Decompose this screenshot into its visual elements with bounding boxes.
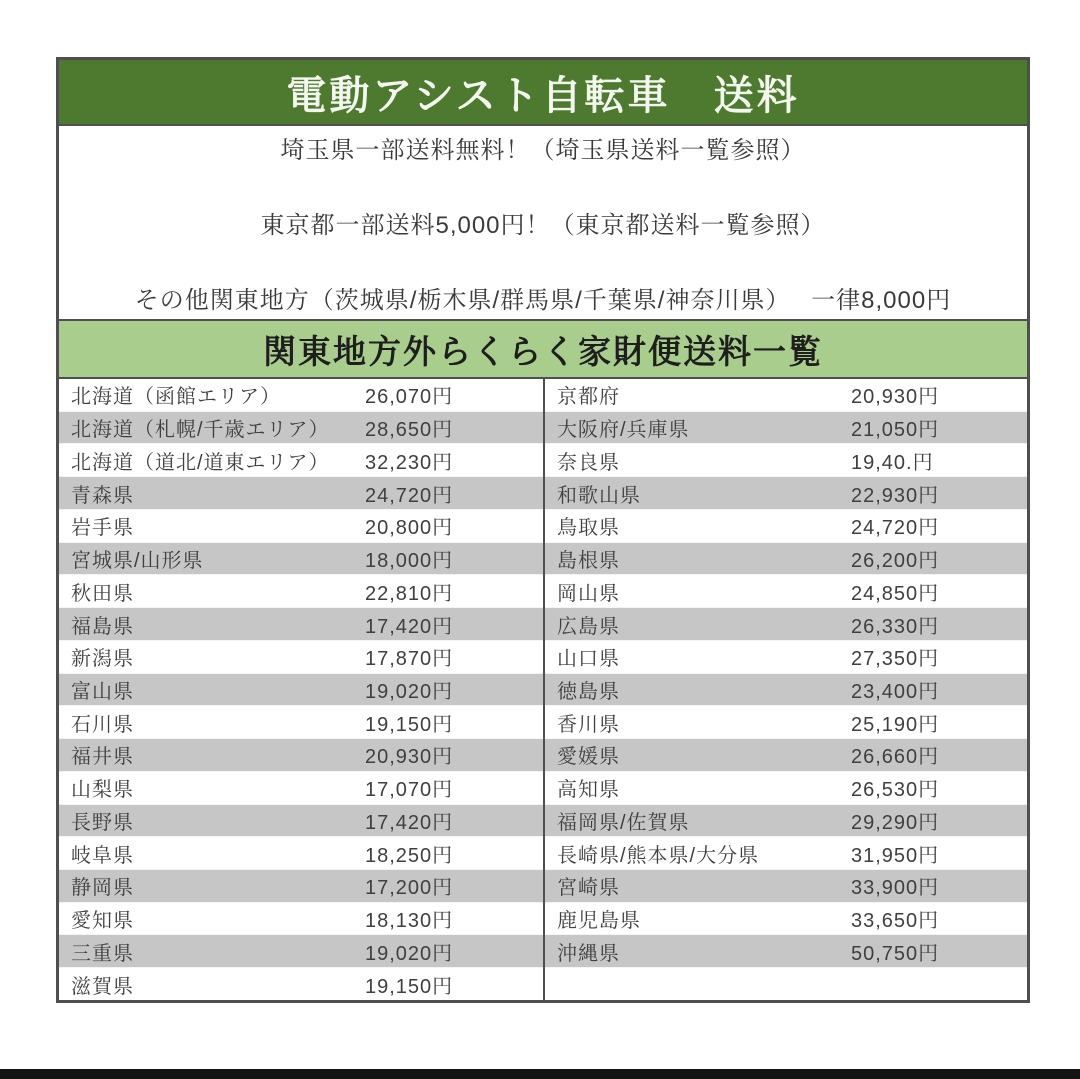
region-cell: 沖縄県 (557, 942, 620, 965)
region-cell: 島根県 (557, 550, 620, 573)
price-cell: 19,40.円 (851, 451, 934, 474)
shipping-fee-table (59, 379, 1027, 1000)
table-row (545, 641, 1027, 673)
region-cell: 青森県 (71, 484, 134, 507)
price-cell: 18,130円 (365, 910, 454, 933)
table-row (545, 934, 1027, 968)
table-row (545, 379, 1027, 411)
table-row (59, 968, 543, 1000)
price-cell: 17,870円 (365, 648, 454, 671)
table-row (545, 837, 1027, 869)
table-row (545, 968, 1027, 1000)
region-cell: 静岡県 (71, 877, 134, 900)
price-cell: 29,290円 (851, 811, 940, 834)
region-cell: 福岡県/佐賀県 (557, 811, 690, 834)
table-row (545, 607, 1027, 641)
bottom-black-bar (0, 1069, 1080, 1079)
page-title: 電動アシスト自転車 送料 (59, 60, 1027, 126)
region-cell: 徳島県 (557, 680, 620, 703)
price-cell: 25,190円 (851, 713, 940, 736)
price-cell: 20,930円 (365, 746, 454, 769)
price-cell: 17,420円 (365, 811, 454, 834)
price-cell: 26,330円 (851, 615, 940, 638)
table-row (545, 673, 1027, 707)
table-row (59, 869, 543, 903)
table-row (545, 738, 1027, 772)
region-cell: 秋田県 (71, 582, 134, 605)
price-cell: 23,400円 (851, 680, 940, 703)
table-row (59, 411, 543, 445)
table-row (59, 837, 543, 869)
region-cell: 愛知県 (71, 910, 134, 933)
table-row (59, 575, 543, 607)
price-cell: 20,800円 (365, 517, 454, 540)
region-cell: 鳥取県 (557, 517, 620, 540)
region-cell: 京都府 (557, 386, 620, 409)
price-cell: 21,050円 (851, 419, 940, 442)
price-cell: 18,250円 (365, 844, 454, 867)
table-row (59, 804, 543, 838)
region-cell: 北海道（札幌/千歳エリア） (71, 419, 330, 442)
region-cell: 大阪府/兵庫県 (557, 419, 690, 442)
price-cell: 26,070円 (365, 386, 454, 409)
region-cell: 長崎県/熊本県/大分県 (557, 844, 760, 867)
price-cell: 24,720円 (851, 517, 940, 540)
region-cell: 新潟県 (71, 648, 134, 671)
table-row (545, 476, 1027, 510)
price-cell: 19,150円 (365, 713, 454, 736)
region-cell: 香川県 (557, 713, 620, 736)
table-row (59, 379, 543, 411)
table-row (59, 542, 543, 576)
table-right-column (543, 379, 1027, 1000)
table-row (545, 411, 1027, 445)
table-row (59, 903, 543, 935)
table-row (59, 444, 543, 476)
price-cell: 17,420円 (365, 615, 454, 638)
table-row (59, 510, 543, 542)
price-cell: 17,070円 (365, 779, 454, 802)
table-row (59, 706, 543, 738)
price-cell: 50,750円 (851, 942, 940, 965)
table-row (59, 934, 543, 968)
region-cell: 福井県 (71, 746, 134, 769)
price-cell: 18,000円 (365, 550, 454, 573)
price-cell: 24,850円 (851, 582, 940, 605)
region-cell: 山梨県 (71, 779, 134, 802)
price-cell: 32,230円 (365, 451, 454, 474)
table-section-title: 関東地方外らくらく家財便送料一覧 (59, 319, 1027, 379)
price-cell: 22,810円 (365, 582, 454, 605)
table-row (545, 903, 1027, 935)
region-cell: 長野県 (71, 811, 134, 834)
table-row (59, 476, 543, 510)
note-other-kanto: その他関東地方（茨城県/栃木県/群馬県/千葉県/神奈川県） 一律8,000円 (134, 287, 952, 314)
price-cell: 20,930円 (851, 386, 940, 409)
note-saitama: 埼玉県一部送料無料！（埼玉県送料一覧参照） (280, 137, 806, 164)
region-cell: 滋賀県 (71, 975, 134, 998)
price-cell: 33,650円 (851, 910, 940, 933)
table-row (545, 510, 1027, 542)
shipping-notes (59, 126, 1027, 319)
region-cell: 宮城県/山形県 (71, 550, 204, 573)
table-row (59, 607, 543, 641)
region-cell: 和歌山県 (557, 484, 641, 507)
price-cell: 22,930円 (851, 484, 940, 507)
region-cell: 奈良県 (557, 451, 620, 474)
table-row (545, 444, 1027, 476)
table-row (545, 575, 1027, 607)
table-row (59, 673, 543, 707)
table-row (545, 706, 1027, 738)
shipping-sheet (56, 57, 1030, 1003)
region-cell: 宮崎県 (557, 877, 620, 900)
region-cell: 石川県 (71, 713, 134, 736)
region-cell: 愛媛県 (557, 746, 620, 769)
note-tokyo: 東京都一部送料5,000円！（東京都送料一覧参照） (260, 212, 826, 239)
table-row (545, 804, 1027, 838)
price-cell: 19,150円 (365, 975, 454, 998)
table-row (59, 641, 543, 673)
region-cell: 岡山県 (557, 582, 620, 605)
region-cell: 北海道（道北/道東エリア） (71, 451, 330, 474)
region-cell: 北海道（函館エリア） (71, 386, 281, 409)
region-cell: 三重県 (71, 942, 134, 965)
table-left-column (59, 379, 543, 1000)
region-cell: 鹿児島県 (557, 910, 641, 933)
region-cell: 富山県 (71, 680, 134, 703)
region-cell: 岐阜県 (71, 844, 134, 867)
price-cell: 28,650円 (365, 419, 454, 442)
price-cell: 31,950円 (851, 844, 940, 867)
price-cell: 17,200円 (365, 877, 454, 900)
table-row (59, 738, 543, 772)
region-cell: 広島県 (557, 615, 620, 638)
price-cell: 26,530円 (851, 779, 940, 802)
price-cell: 24,720円 (365, 484, 454, 507)
table-row (59, 772, 543, 804)
table-row (545, 772, 1027, 804)
table-row (545, 542, 1027, 576)
price-cell: 33,900円 (851, 877, 940, 900)
region-cell: 山口県 (557, 648, 620, 671)
price-cell: 19,020円 (365, 680, 454, 703)
region-cell: 福島県 (71, 615, 134, 638)
price-cell: 27,350円 (851, 648, 940, 671)
price-cell: 26,660円 (851, 746, 940, 769)
region-cell: 高知県 (557, 779, 620, 802)
price-cell: 19,020円 (365, 942, 454, 965)
price-cell: 26,200円 (851, 550, 940, 573)
region-cell: 岩手県 (71, 517, 134, 540)
table-row (545, 869, 1027, 903)
